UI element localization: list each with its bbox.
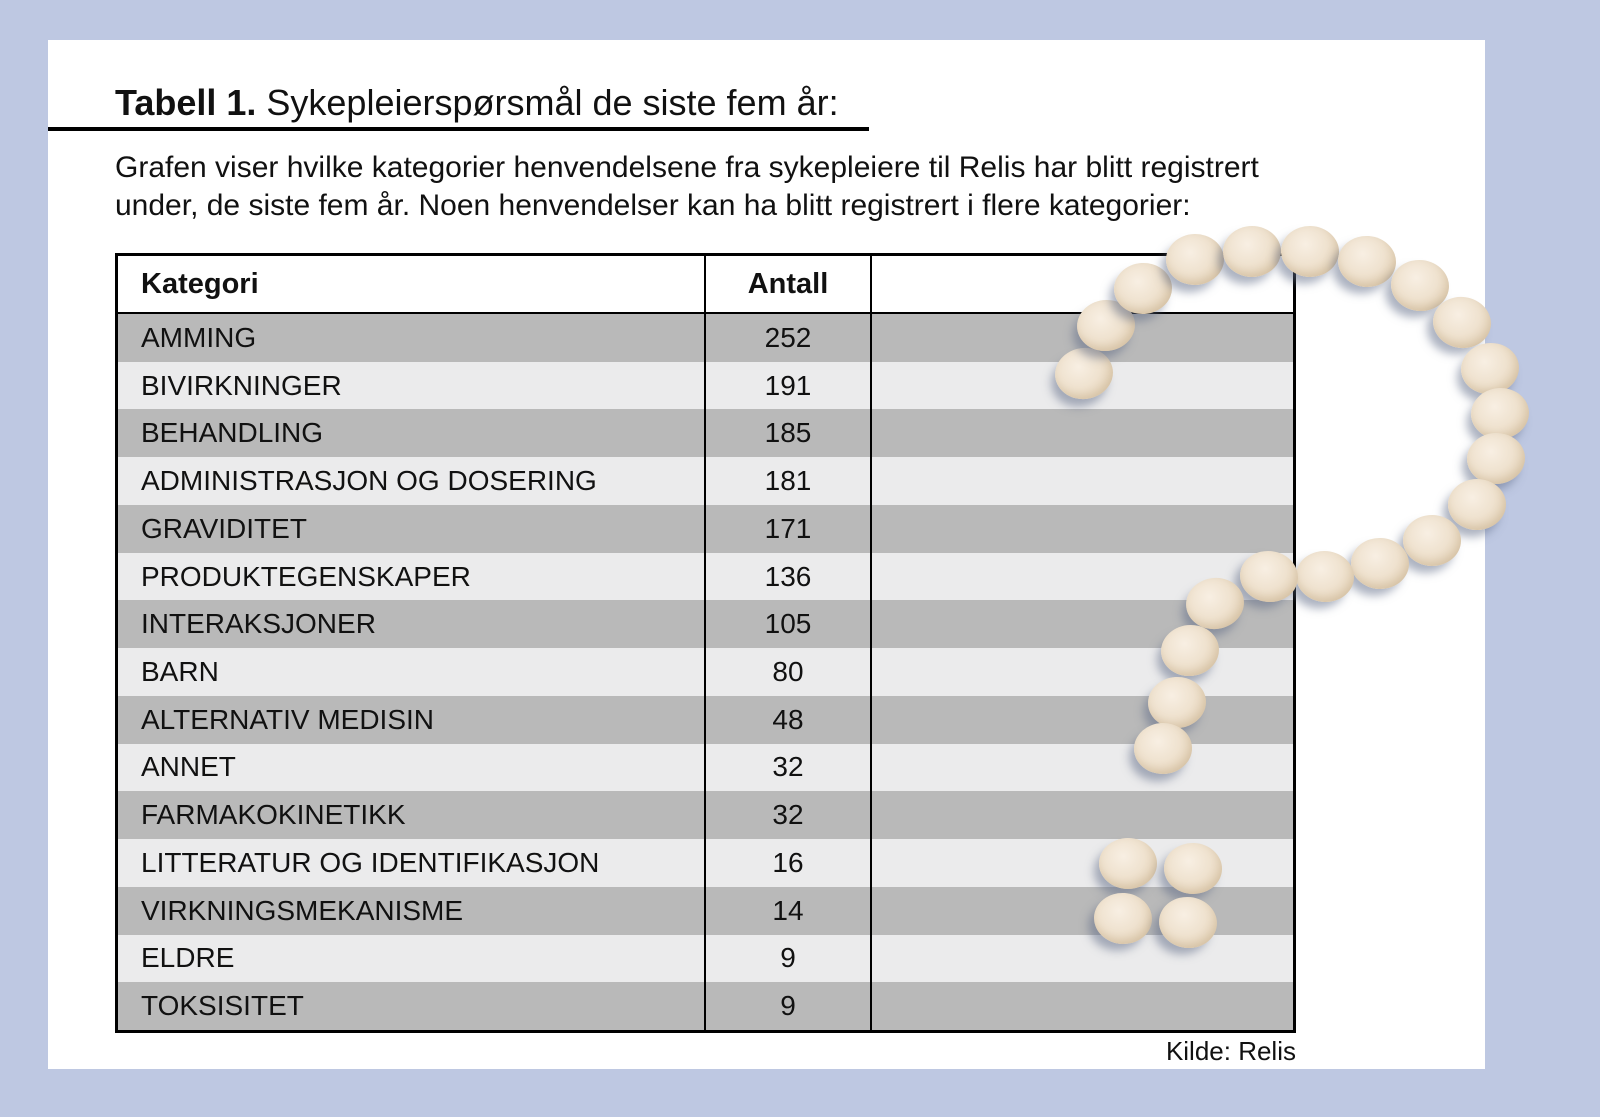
category-cell: BEHANDLING bbox=[118, 409, 706, 457]
empty-cell bbox=[872, 839, 1293, 887]
table-row bbox=[118, 744, 1293, 792]
count-cell: 80 bbox=[706, 648, 872, 696]
category-cell: ANNET bbox=[118, 744, 706, 792]
table-row bbox=[118, 600, 1293, 648]
figure-description bbox=[115, 149, 1259, 225]
category-cell: LITTERATUR OG IDENTIFIKASJON bbox=[118, 839, 706, 887]
count-cell: 32 bbox=[706, 791, 872, 839]
count-cell: 181 bbox=[706, 457, 872, 505]
category-cell: TOKSISITET bbox=[118, 982, 706, 1030]
table-row bbox=[118, 982, 1293, 1030]
page-title bbox=[115, 82, 839, 124]
empty-cell bbox=[872, 409, 1293, 457]
category-cell: PRODUKTEGENSKAPER bbox=[118, 553, 706, 601]
count-header: Antall bbox=[706, 256, 872, 312]
category-cell: ALTERNATIV MEDISIN bbox=[118, 696, 706, 744]
count-cell: 191 bbox=[706, 362, 872, 410]
pill-icon bbox=[1223, 226, 1281, 277]
category-header: Kategori bbox=[118, 256, 706, 312]
count-cell: 252 bbox=[706, 314, 872, 362]
table-row bbox=[118, 553, 1293, 601]
category-cell: FARMAKOKINETIKK bbox=[118, 791, 706, 839]
category-cell: ELDRE bbox=[118, 935, 706, 983]
count-cell: 32 bbox=[706, 744, 872, 792]
pill-icon bbox=[1448, 478, 1507, 530]
category-cell: ADMINISTRASJON OG DOSERING bbox=[118, 457, 706, 505]
category-cell: BIVIRKNINGER bbox=[118, 362, 706, 410]
count-cell: 136 bbox=[706, 553, 872, 601]
count-cell: 16 bbox=[706, 839, 872, 887]
table-row bbox=[118, 505, 1293, 553]
title-underline bbox=[48, 127, 869, 131]
category-cell: BARN bbox=[118, 648, 706, 696]
count-cell: 171 bbox=[706, 505, 872, 553]
table-row bbox=[118, 457, 1293, 505]
source-credit: Kilde: Relis bbox=[1165, 1036, 1296, 1066]
empty-cell bbox=[872, 791, 1293, 839]
table-row bbox=[118, 409, 1293, 457]
empty-cell bbox=[872, 744, 1293, 792]
pill-icon bbox=[1403, 514, 1462, 566]
pill-icon bbox=[1099, 838, 1157, 889]
empty-cell bbox=[872, 982, 1293, 1030]
count-cell: 14 bbox=[706, 887, 872, 935]
empty-cell bbox=[872, 935, 1293, 983]
title-suffix: Sykepleierspørsmål de siste fem år: bbox=[256, 82, 839, 123]
description-line-2: under, de siste fem år. Noen henvendelser kan ha blitt registrert i flere kategorier: bbox=[115, 189, 1191, 222]
empty-cell bbox=[872, 457, 1293, 505]
category-cell: AMMING bbox=[118, 314, 706, 362]
count-cell: 9 bbox=[706, 982, 872, 1030]
empty-cell bbox=[872, 887, 1293, 935]
description-line-1: Grafen viser hvilke kategorier henvendelsene fra sykepleiere til Relis har blitt registrert bbox=[115, 151, 1259, 184]
category-cell: VIRKNINGSMEKANISME bbox=[118, 887, 706, 935]
table-row bbox=[118, 648, 1293, 696]
count-cell: 105 bbox=[706, 600, 872, 648]
category-cell: GRAVIDITET bbox=[118, 505, 706, 553]
empty-cell bbox=[872, 648, 1293, 696]
table-row bbox=[118, 362, 1293, 410]
empty-cell bbox=[872, 505, 1293, 553]
count-cell: 48 bbox=[706, 696, 872, 744]
count-cell: 185 bbox=[706, 409, 872, 457]
table-row bbox=[118, 696, 1293, 744]
category-cell: INTERAKSJONER bbox=[118, 600, 706, 648]
table-row bbox=[118, 791, 1293, 839]
title-prefix: Tabell 1. bbox=[115, 82, 257, 123]
empty-cell bbox=[872, 696, 1293, 744]
count-cell: 9 bbox=[706, 935, 872, 983]
